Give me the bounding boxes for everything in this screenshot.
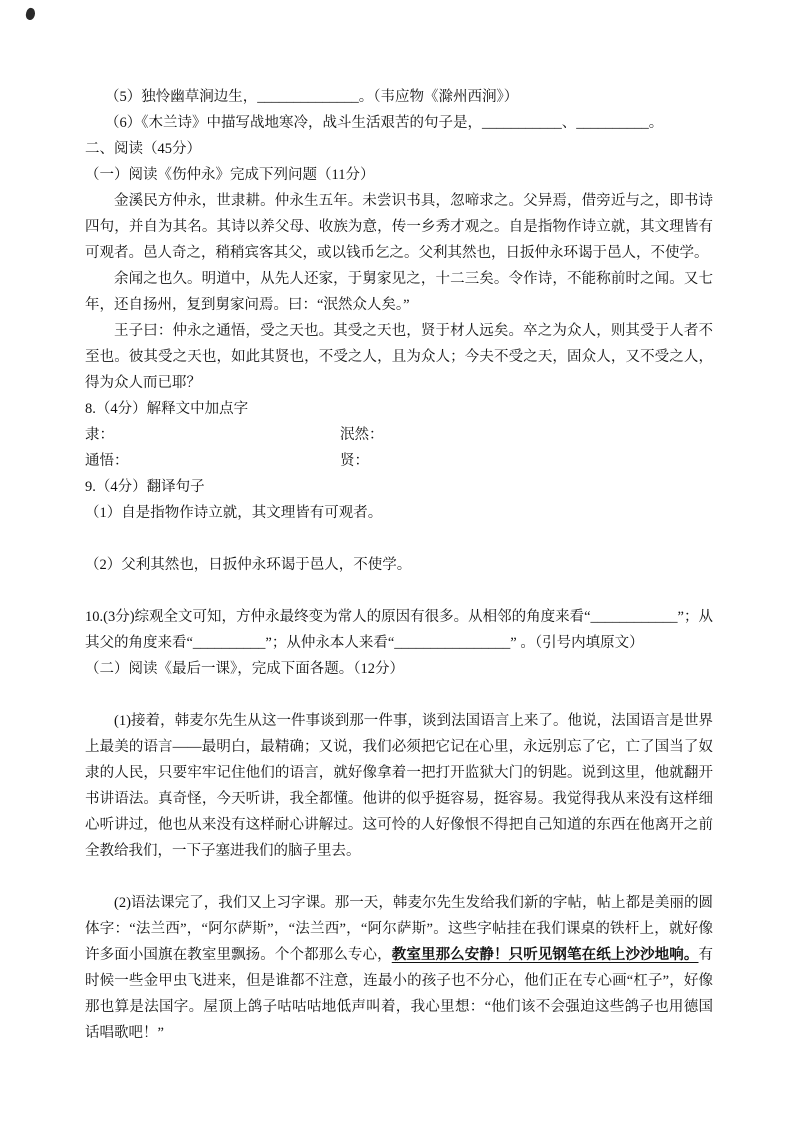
lastlesson-p2-underlined-sentence: 教室里那么安静！只听见钢笔在纸上沙沙地响。: [391, 947, 699, 963]
q9-item-1: （1）自是指物作诗立就，其文理皆有可观者。: [85, 505, 383, 521]
question-10: 10.(3分)综观全文可知，方仲永最终变为常人的原因有很多。从相邻的角度来看“____________”；从其父的角度来看“__________”；从仲永本人来看“________________” 。（引号内填原文）: [85, 609, 713, 651]
q8-term-xian: 贤：: [340, 453, 369, 469]
passage-shangzhongyong-p3: 王子曰：仲永之通悟，受之天也。其受之天也，贤于材人远矣。卒之为众人，则其受于人者不至也。彼其受之天也，如此其贤也，不受之人，且为众人；今夫不受之天，固众人，又不受之人，得为众人而已耶？: [85, 323, 713, 391]
ink-mark: [24, 7, 36, 21]
question-8-heading: 8.（4分）解释文中加点字: [85, 401, 249, 417]
lastlesson-p2-text-after: 有时候一些金甲虫飞进来，但是谁都不注意，连最小的孩子也不分心，他们正在专心画“杠子”，好像那也算是法国字。屋顶上鸽子咕咕咕地低声叫着，我心里想：“他们该不会强迫这些鸽子也用德国话唱歌吧！”: [85, 947, 713, 1041]
passage-lastlesson-p2: [85, 890, 713, 1046]
passage-shangzhongyong-p1: 金溪民方仲永，世隶耕。仲永生五年。未尝识书具，忽啼求之。父异焉，借旁近与之，即书诗四句，并自为其名。其诗以养父母、收族为意，传一乡秀才观之。自是指物作诗立就，其文理皆有可观者。邑人奇之，稍稍宾客其父，或以钱币乞之。父利其然也，日扳仲永环谒于邑人，不使学。: [85, 193, 713, 261]
q8-term-tongwu: 通悟：: [85, 453, 129, 469]
lastlesson-p2-text-before: (2)语法课完了，我们又上习字课。那一天，韩麦尔先生发给我们新的字帖，帖上都是美丽的圆体字：“法兰西”，“阿尔萨斯”，“法兰西”，“阿尔萨斯”。这些字帖挂在我们课桌的铁杆上，就好像许多面小国旗在教室里飘扬。个个都那么专心，: [85, 895, 713, 963]
q8-term-minran: 泯然：: [340, 427, 384, 443]
q8-term-li: 隶：: [85, 427, 114, 443]
fill-blank-item-6: （6）《木兰诗》中描写战地寒冷，战斗生活艰苦的句子是，___________、__________。: [105, 115, 664, 131]
q8-row-1: [85, 422, 713, 448]
q9-item-2: （2）父利其然也，日扳仲永环谒于邑人，不使学。: [85, 557, 412, 573]
exam-content: [85, 84, 713, 1046]
section-2-heading: 二、阅读（45分）: [85, 141, 201, 157]
q8-row-2: [85, 448, 713, 474]
passage-lastlesson-p1: (1)接着，韩麦尔先生从这一件事谈到那一件事，谈到法国语言上来了。他说，法国语言是世界上最美的语言——最明白，最精确；又说，我们必须把它记在心里，永远别忘了它，亡了国当了奴隶的人民，只要牢牢记住他们的语言，就好像拿着一把打开监狱大门的钥匙。说到这里，他就翻开书讲语法。真奇怪，今天听讲，我全都懂。他讲的似乎挺容易，挺容易。我觉得我从来没有这样细心听讲过，他也从来没有这样耐心讲解过。这可怜的人好像恨不得把自己知道的东西在他离开之前全教给我们，一下子塞进我们的脑子里去。: [85, 713, 713, 859]
part-1-heading: （一）阅读《伤仲永》完成下列问题（11分）: [85, 167, 375, 183]
question-9-heading: 9.（4分）翻译句子: [85, 479, 205, 495]
fill-blank-item-5: （5）独怜幽草涧边生，______________。（韦应物《滁州西涧》）: [105, 89, 519, 105]
passage-shangzhongyong-p2: 余闻之也久。明道中，从先人还家，于舅家见之，十二三矣。令作诗，不能称前时之闻。又七年，还自扬州，复到舅家问焉。曰：“泯然众人矣。”: [85, 271, 713, 313]
part-2-heading: （二）阅读《最后一课》，完成下面各题。（12分）: [85, 661, 404, 677]
